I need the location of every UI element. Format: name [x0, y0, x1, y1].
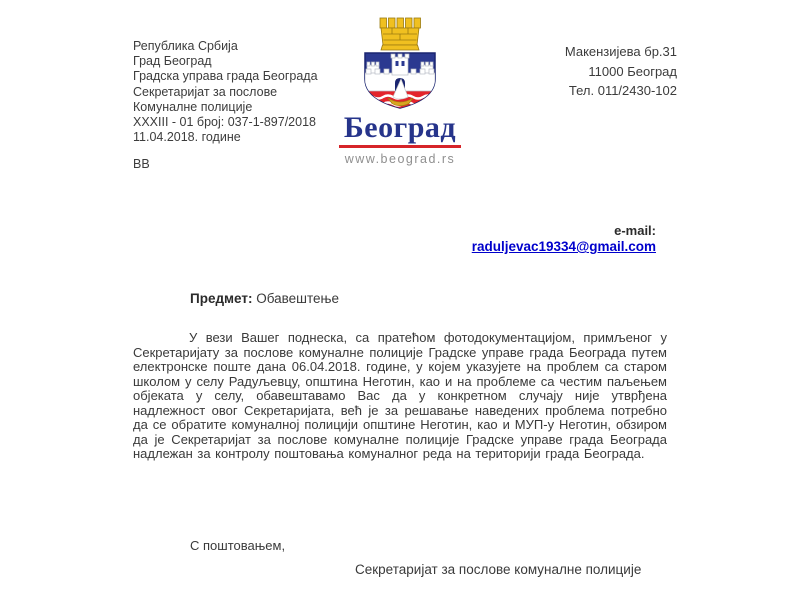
logo-website: www.beograd.rs [344, 152, 456, 166]
belgrade-coat-of-arms-icon [356, 15, 444, 111]
email-label: e-mail: [614, 223, 656, 238]
address-street: Макензијева бр.31 [564, 44, 677, 59]
office-address-block [565, 42, 677, 101]
sender-line: Градска управа града Београда [133, 69, 318, 84]
sender-line: Комуналне полиције [133, 99, 253, 114]
crown [380, 18, 421, 50]
subject-value: Обавештење [256, 291, 340, 306]
signature: Секретаријат за послове комуналне полиције [355, 562, 642, 577]
subject-line [190, 291, 339, 306]
case-number: XXXIII - 01 број: 037-1-897/2018 [133, 115, 316, 130]
salutation: С поштовањем, [190, 538, 286, 553]
letter-date: 11.04.2018. године [133, 130, 241, 145]
clerk-initials: ВВ [133, 157, 150, 171]
city-logo [338, 15, 462, 166]
logo-red-rule [339, 145, 461, 148]
letter-body: У вези Вашег поднеска, са пратећом фотодокументацијом, примљеног у Секретаријату за послове комуналне полиције Градске управе града Београда путем електронске поште дана 06.04.2018. године, у којем указујете на проблем са старом школом у селу Радуљевцу, општина Неготин, као и на проблеме са честим паљењем објеката у селу, обавештавамо Вас да у конкретном случају није утврђена надлежност овог Секретаријата, већ је за решавање наведених проблема потребно да се обратите комуналној полицији општине Неготин, као и МУП-у Неготин, обзиром да је Секретаријат за послове комуналне полиције Градске управе града Београда надлежан за контролу поштовања комуналног реда на територији града Београда. [133, 330, 667, 461]
address-city: 11000 Београд [588, 63, 677, 79]
sender-line: Град Београд [133, 54, 212, 69]
logo-wordmark: Београд [343, 111, 457, 144]
subject-label: Предмет: [190, 291, 253, 306]
address-phone: Тел. 011/2430-102 [568, 83, 677, 98]
sender-line: Република Србија [133, 39, 238, 53]
recipient-email-link[interactable]: raduljevac19334@gmail.com [471, 239, 656, 254]
sender-line: Секретаријат за послове [133, 84, 278, 99]
recipient-email-block [472, 223, 656, 255]
sender-block [133, 39, 318, 145]
